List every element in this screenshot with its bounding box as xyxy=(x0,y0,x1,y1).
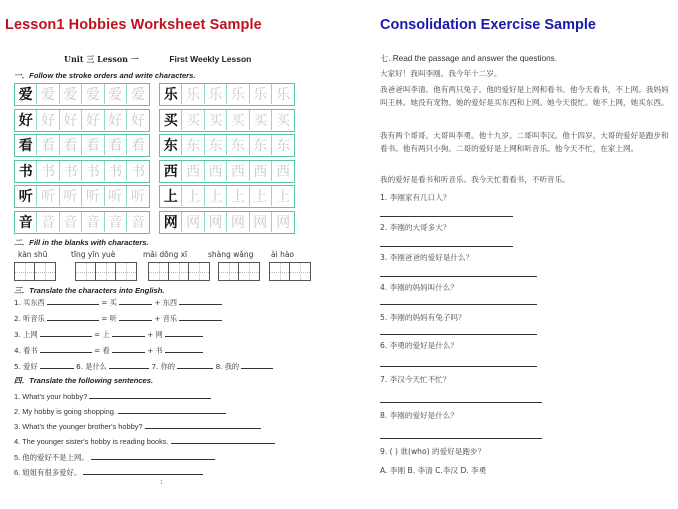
trace-character[interactable]: 看 xyxy=(60,135,82,155)
page-number: 1 xyxy=(160,480,164,486)
trace-character[interactable]: 听 xyxy=(82,186,104,206)
trace-character[interactable]: 爱 xyxy=(105,84,127,104)
question-9: 9. ( ) 谁(who) 的爱好是跑步？ xyxy=(380,447,486,456)
translate-line-3: 3. 上网 = 上 + 网 xyxy=(14,330,203,340)
answer-blank[interactable] xyxy=(241,362,273,369)
answer-blank[interactable] xyxy=(165,346,203,353)
unit-lesson-line xyxy=(64,54,251,65)
answer-blank[interactable] xyxy=(145,422,261,429)
model-character: 上 xyxy=(160,186,182,206)
question-3: 3. 李刚爸爸的爱好是什么？ xyxy=(380,253,474,262)
sentence-1: 1. What's your hobby? xyxy=(14,392,211,401)
char-practice-row xyxy=(159,185,295,208)
trace-character[interactable]: 听 xyxy=(105,186,127,206)
section3-heading: 三．Translate the characters into English. xyxy=(14,286,165,295)
answer-blank[interactable] xyxy=(165,330,203,337)
trace-character[interactable]: 西 xyxy=(276,163,291,180)
model-character: 西 xyxy=(160,161,182,181)
model-character: 乐 xyxy=(160,84,182,104)
trace-character[interactable]: 乐 xyxy=(227,84,249,104)
pinyin-1: kàn shū xyxy=(18,250,48,259)
trace-character[interactable]: 看 xyxy=(131,138,146,154)
trace-character[interactable]: 听 xyxy=(60,186,82,206)
passage-paragraph-4: 我的爱好是看书和听音乐。我今天忙着看书，不听音乐。 xyxy=(380,175,570,184)
writing-box[interactable] xyxy=(239,263,259,280)
char-practice-row xyxy=(159,83,295,106)
trace-character[interactable]: 音 xyxy=(60,212,82,232)
trace-character[interactable]: 上 xyxy=(205,186,227,206)
writing-box[interactable] xyxy=(35,263,55,280)
trace-character[interactable]: 西 xyxy=(205,161,227,181)
section1-heading: 一．Follow the stroke orders and write characters. xyxy=(14,71,196,80)
trace-character[interactable]: 东 xyxy=(205,135,227,155)
char-practice-row xyxy=(159,211,295,234)
answer-line-1[interactable] xyxy=(380,216,513,217)
trace-character[interactable]: 看 xyxy=(37,135,59,155)
answer-blank[interactable] xyxy=(112,346,145,353)
reading-heading: 七. Read the passage and answer the questions. xyxy=(380,54,558,63)
answer-line-4[interactable] xyxy=(380,304,537,305)
trace-character[interactable]: 西 xyxy=(227,161,249,181)
trace-character[interactable]: 音 xyxy=(105,212,127,232)
char-practice-row xyxy=(14,211,150,234)
model-character: 买 xyxy=(160,110,182,130)
trace-character[interactable]: 爱 xyxy=(60,84,82,104)
trace-character[interactable]: 书 xyxy=(131,163,146,180)
model-character: 好 xyxy=(15,110,37,130)
trace-character[interactable]: 东 xyxy=(182,135,204,155)
trace-character[interactable]: 好 xyxy=(105,110,127,130)
trace-character[interactable]: 东 xyxy=(227,135,249,155)
char-practice-row xyxy=(14,185,150,208)
writing-box[interactable] xyxy=(149,263,169,280)
answer-blank[interactable] xyxy=(112,330,145,337)
trace-character[interactable]: 看 xyxy=(105,135,127,155)
worksheet-title: Lesson1 Hobbies Worksheet Sample xyxy=(5,17,262,33)
trace-character[interactable]: 好 xyxy=(37,110,59,130)
model-character: 东 xyxy=(160,135,182,155)
writing-box-group xyxy=(148,262,210,281)
translate-line-5: 5. 爱好 6. 是什么 7. 你的 8. 我的 xyxy=(14,362,273,372)
trace-character[interactable]: 西 xyxy=(182,161,204,181)
trace-character[interactable]: 好 xyxy=(131,112,146,129)
trace-character[interactable]: 书 xyxy=(60,161,82,181)
trace-character[interactable]: 书 xyxy=(82,161,104,181)
weekly-label: First Weekly Lesson xyxy=(169,54,252,64)
char-practice-row xyxy=(159,134,295,157)
answer-blank[interactable] xyxy=(83,468,203,475)
section2-heading: 二．Fill in the blanks with characters. xyxy=(14,238,149,247)
model-character: 听 xyxy=(15,186,37,206)
question-6: 6. 李勇的爱好是什么？ xyxy=(380,341,459,350)
answer-blank[interactable] xyxy=(40,330,92,337)
pinyin-4: shàng wǎng xyxy=(208,250,254,259)
trace-character[interactable]: 音 xyxy=(131,214,146,231)
section4-heading: 四．Translate the following sentences. xyxy=(14,376,154,385)
model-character: 音 xyxy=(15,212,37,232)
trace-character[interactable]: 上 xyxy=(250,186,272,206)
translate-line-2: 2. 听音乐 = 听 + 音乐 xyxy=(14,314,222,324)
char-practice-row xyxy=(159,109,295,132)
writing-box[interactable] xyxy=(189,263,209,280)
answer-line-8[interactable] xyxy=(380,438,542,439)
answer-line-2[interactable] xyxy=(380,246,513,247)
trace-character[interactable]: 上 xyxy=(182,186,204,206)
trace-character[interactable]: 上 xyxy=(227,186,249,206)
answer-blank[interactable] xyxy=(118,407,226,414)
answer-blank[interactable] xyxy=(47,298,99,305)
trace-character[interactable]: 买 xyxy=(227,110,249,130)
answer-blank[interactable] xyxy=(171,437,275,444)
trace-character[interactable]: 买 xyxy=(250,110,272,130)
trace-character[interactable]: 书 xyxy=(105,161,127,181)
passage-paragraph-1: 大家好！我叫李刚。我今年十二岁。 xyxy=(380,69,502,78)
question-4: 4. 李刚的妈妈叫什么？ xyxy=(380,283,459,292)
answer-blank[interactable] xyxy=(40,346,92,353)
question-1: 1. 李刚家有几口人？ xyxy=(380,193,451,202)
trace-character[interactable]: 乐 xyxy=(182,84,204,104)
trace-character[interactable]: 买 xyxy=(182,110,204,130)
answer-blank[interactable] xyxy=(179,298,222,305)
trace-character[interactable]: 上 xyxy=(276,189,291,205)
passage-paragraph-2: 我爸爸叫李清。他有两只兔子。他的爱好是上网和看书。他今天看书，不上网。我妈妈叫王林。她没有宠物。她的爱好是买东西和上网。她今天很忙。她不上网，她买东西。 xyxy=(380,85,669,107)
writing-box-group xyxy=(218,262,260,281)
pinyin-2: tīng yīn yuè xyxy=(71,250,116,259)
trace-character[interactable]: 买 xyxy=(276,112,291,129)
pinyin-5: ài hào xyxy=(271,250,295,259)
writing-box[interactable] xyxy=(76,263,96,280)
writing-box[interactable] xyxy=(169,263,189,280)
trace-character[interactable]: 网 xyxy=(276,214,291,231)
sentence-2: 2. My hobby is going shopping. xyxy=(14,407,226,416)
answer-blank[interactable] xyxy=(47,314,99,321)
answer-line-5[interactable] xyxy=(380,334,537,335)
writing-box-group xyxy=(75,262,137,281)
trace-character[interactable]: 网 xyxy=(205,212,227,232)
trace-character[interactable]: 乐 xyxy=(205,84,227,104)
sentence-5: 5. 他的爱好不是上网。 xyxy=(14,452,215,463)
char-grid-left-column xyxy=(14,83,150,236)
trace-character[interactable]: 网 xyxy=(182,212,204,232)
passage-paragraph-3: 我有两个哥哥。大哥叫李勇。他十九岁。二哥叫李汉。他十四岁。大哥的爱好是跑步和看书。他有两只小狗。二哥的爱好是上网和听音乐。他今天不忙，在家上网。 xyxy=(380,131,669,153)
sentence-6: 6. 姐姐有很多爱好。 xyxy=(14,467,203,478)
question-5: 5. 李刚的妈妈有兔子吗？ xyxy=(380,313,466,322)
answer-blank[interactable] xyxy=(40,362,74,369)
writing-box[interactable] xyxy=(96,263,116,280)
answer-line-3[interactable] xyxy=(380,276,537,277)
writing-box[interactable] xyxy=(116,263,136,280)
trace-character[interactable]: 爱 xyxy=(37,84,59,104)
writing-box-group xyxy=(269,262,311,281)
trace-character[interactable]: 买 xyxy=(205,110,227,130)
trace-character[interactable]: 音 xyxy=(82,212,104,232)
translate-line-4: 4. 看书 = 看 + 书 xyxy=(14,346,203,356)
trace-character[interactable]: 西 xyxy=(250,161,272,181)
unit-label: Unit 三 Lesson 一 xyxy=(64,54,139,64)
sentence-4: 4. The younger sister's hobby is reading books. xyxy=(14,437,275,446)
writing-box[interactable] xyxy=(15,263,35,280)
answer-blank[interactable] xyxy=(119,298,152,305)
char-grid-right-column xyxy=(159,83,295,236)
answer-blank[interactable] xyxy=(109,362,149,369)
model-character: 书 xyxy=(15,161,37,181)
trace-character[interactable]: 看 xyxy=(82,135,104,155)
writing-box[interactable] xyxy=(290,263,310,280)
pinyin-3: mǎi dōng xī xyxy=(143,250,188,259)
trace-character[interactable]: 网 xyxy=(227,212,249,232)
char-practice-row xyxy=(159,160,295,183)
question-2: 2. 李刚的大哥多大？ xyxy=(380,223,451,232)
trace-character[interactable]: 东 xyxy=(250,135,272,155)
trace-character[interactable]: 听 xyxy=(37,186,59,206)
trace-character[interactable]: 音 xyxy=(37,212,59,232)
answer-blank[interactable] xyxy=(177,362,213,369)
trace-character[interactable]: 乐 xyxy=(276,87,291,103)
answer-blank[interactable] xyxy=(89,392,211,399)
exercise-title: Consolidation Exercise Sample xyxy=(380,17,596,33)
answer-line-6[interactable] xyxy=(380,366,537,367)
writing-box[interactable] xyxy=(219,263,239,280)
writing-box-group xyxy=(14,262,56,281)
trace-character[interactable]: 爱 xyxy=(131,87,146,103)
model-character: 网 xyxy=(160,212,182,232)
char-practice-row xyxy=(14,109,150,132)
trace-character[interactable]: 听 xyxy=(131,189,146,205)
answer-line-7[interactable] xyxy=(380,402,542,403)
answer-blank[interactable] xyxy=(119,314,152,321)
translate-line-1: 1. 买东西 = 买 + 东西 xyxy=(14,298,222,308)
model-character: 爱 xyxy=(15,84,37,104)
trace-character[interactable]: 乐 xyxy=(250,84,272,104)
sentence-3: 3. What's the younger brother's hobby? xyxy=(14,422,261,431)
trace-character[interactable]: 好 xyxy=(82,110,104,130)
model-character: 看 xyxy=(15,135,37,155)
right-exercise-page xyxy=(370,0,678,509)
trace-character[interactable]: 好 xyxy=(60,110,82,130)
answer-blank[interactable] xyxy=(179,314,222,321)
char-practice-row xyxy=(14,83,150,106)
answer-blank[interactable] xyxy=(91,453,215,460)
trace-character[interactable]: 书 xyxy=(37,161,59,181)
question-8: 8. 李刚的爱好是什么？ xyxy=(380,411,459,420)
trace-character[interactable]: 东 xyxy=(276,138,291,154)
trace-character[interactable]: 爱 xyxy=(82,84,104,104)
char-practice-row xyxy=(14,160,150,183)
question-9-options: A. 李刚 B. 李清 C.李汉 D. 李勇 xyxy=(380,466,487,475)
writing-box[interactable] xyxy=(270,263,290,280)
trace-character[interactable]: 网 xyxy=(250,212,272,232)
question-7: 7. 李汉今天忙不忙？ xyxy=(380,375,451,384)
char-practice-row xyxy=(14,134,150,157)
